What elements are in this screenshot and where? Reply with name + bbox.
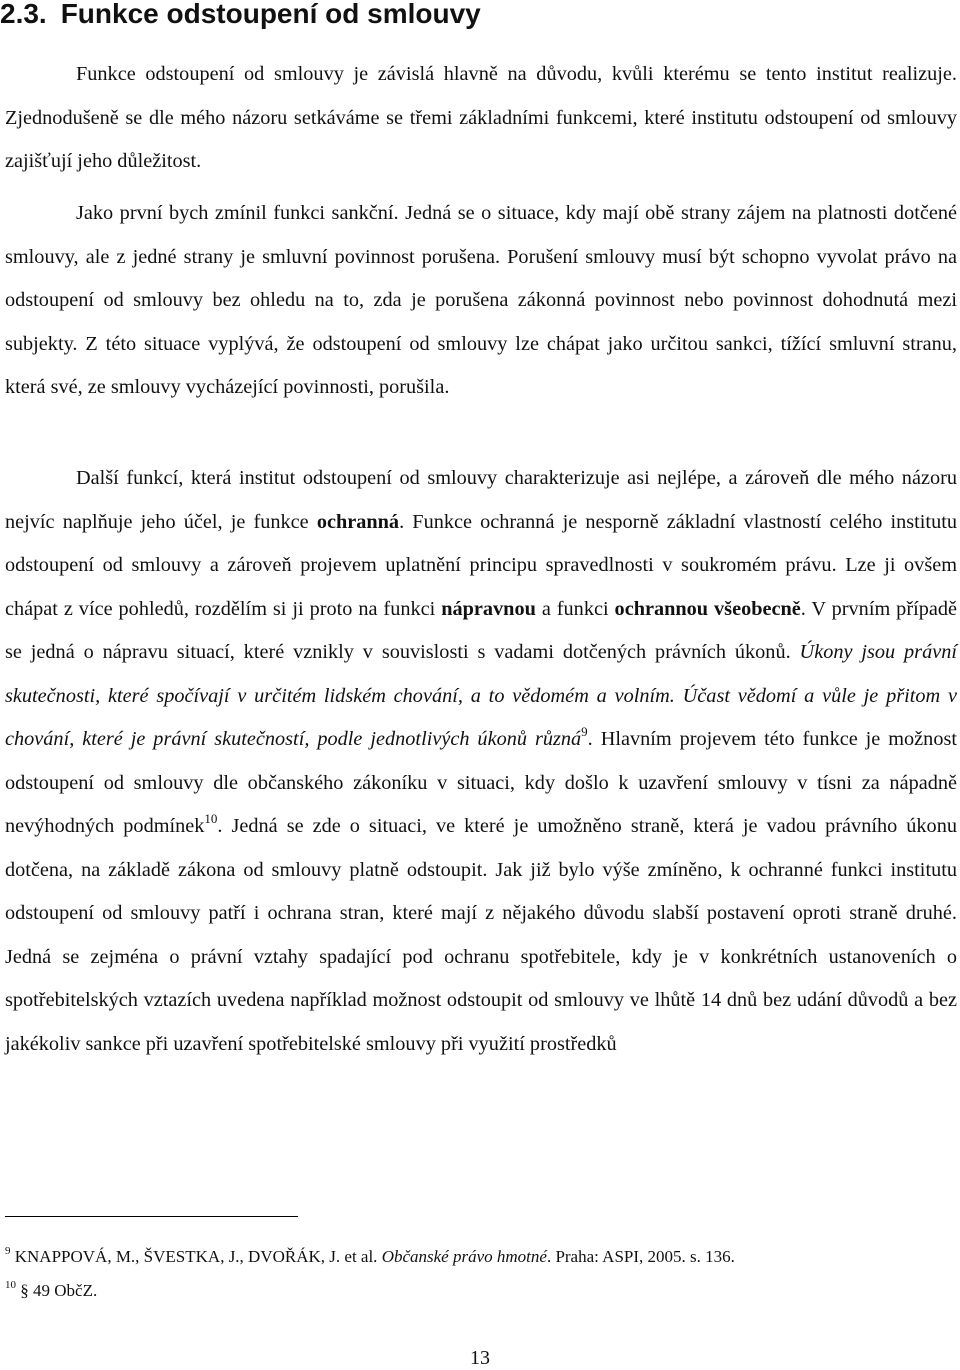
footnote-text: § 49 ObčZ. — [16, 1281, 98, 1300]
paragraph-protective-function — [5, 457, 957, 1066]
page-number: 13 — [470, 1347, 490, 1369]
text-run: a funkci — [535, 597, 615, 620]
bold-term-napravnou: nápravnou — [441, 597, 536, 620]
bold-term-ochranna: ochranná — [316, 510, 400, 533]
paragraph-intro: Funkce odstoupení od smlouvy je závislá hlavně na důvodu, kvůli kterému se tento institut realizuje. Zjednodušeně se dle mého názoru setkáváme se třemi základními funkcemi, které institutu odstoupení od smlouvy zajišťují jeho důležitost. — [5, 63, 957, 172]
footnote-marker: 9 — [5, 1245, 11, 1257]
text-run: . Hlavním projevem této funkce je možnost odstoupení od smlouvy dle občanského zákoníku v situaci, kdy došlo k uzavření smlouvy v tísni za nápadně nevýhodných podmínek — [5, 728, 957, 837]
footnote-separator — [5, 1216, 298, 1217]
text-run: . Funkce ochranná je nesporně základní vlastností celého institutu odstoupení od smlouvy a zároveň projevem uplatnění principu spravedlnosti v soukromém právu. Lze ji ovšem chápat z více pohledů, rozdělím si ji proto na funkci — [5, 510, 957, 620]
bold-term-ochrannou-vseobecne: ochrannou všeobecně — [614, 597, 801, 620]
text-run: . V prvním případě se jedná o nápravu situací, které vznikly v souvislosti s vadami dotčených právních úkonů. — [5, 597, 957, 663]
section-heading — [0, 0, 481, 32]
footnote-9 — [5, 1246, 955, 1268]
footnote-ref-9[interactable]: 9 — [581, 724, 588, 739]
italic-quotation: Úkony jsou právní skutečnosti, které spočívají v určitém lidském chování, a to vědomém a volním. Účast vědomí a vůle je přitom v chování, které je právní skutečností, podle jednotlivých úkonů různá — [5, 641, 957, 750]
footnote-text: KNAPPOVÁ, M., ŠVESTKA, J., DVOŘÁK, J. et al. — [10, 1247, 382, 1266]
section-title: Funkce odstoupení od smlouvy — [60, 0, 481, 29]
footnote-marker: 10 — [5, 1279, 16, 1291]
footnote-text: . Praha: ASPI, 2005. s. 136. — [546, 1247, 735, 1266]
footnote-ref-10[interactable]: 10 — [204, 811, 218, 826]
paragraph-sanction-function: Jako první bych zmínil funkci sankční. Jedná se o situace, kdy mají obě strany zájem na platnosti dotčené smlouvy, ale z jedné strany je smluvní povinnost porušena. Porušení smlouvy musí být schopno vyvolat právo na odstoupení od smlouvy bez ohledu na to, zda je porušena zákonná povinnost nebo povinnost dohodnutá mezi subjekty. Z této situace vyplývá, že odstoupení od smlouvy lze chápat jako určitou sankci, tížící smluvní stranu, která své, ze smlouvy vycházející povinnosti, porušila. — [5, 202, 957, 398]
section-number: 2.3. — [0, 0, 47, 29]
footnote-10 — [5, 1280, 955, 1302]
footnote-book-title: Občanské právo hmotné — [381, 1247, 547, 1266]
text-run: . Jedná se zde o situaci, ve které je umožněno straně, která je vadou právního úkonu dotčena, na základě zákona od smlouvy platně odstoupit. Jak již bylo výše zmíněno, k ochranné funkci institutu odstoupení od smlouvy patří i ochrana stran, které mají z nějakého důvodu slabší postavení oproti straně druhé. Jedná se zejména o právní vztahy spadající pod ochranu spotřebitele, kdy je v konkrétních ustanoveních o spotřebitelských vztazích uvedena například možnost odstoupit od smlouvy ve lhůtě 14 dnů bez udání důvodů a bez jakékoliv sankce při uzavření spotřebitelské smlouvy při využití prostředků — [5, 815, 957, 1055]
text-run: Další funkcí, která institut odstoupení od smlouvy charakterizuje asi nejlépe, a zároveň dle mého názoru nejvíc naplňuje jeho účel, je funkce — [5, 467, 957, 533]
